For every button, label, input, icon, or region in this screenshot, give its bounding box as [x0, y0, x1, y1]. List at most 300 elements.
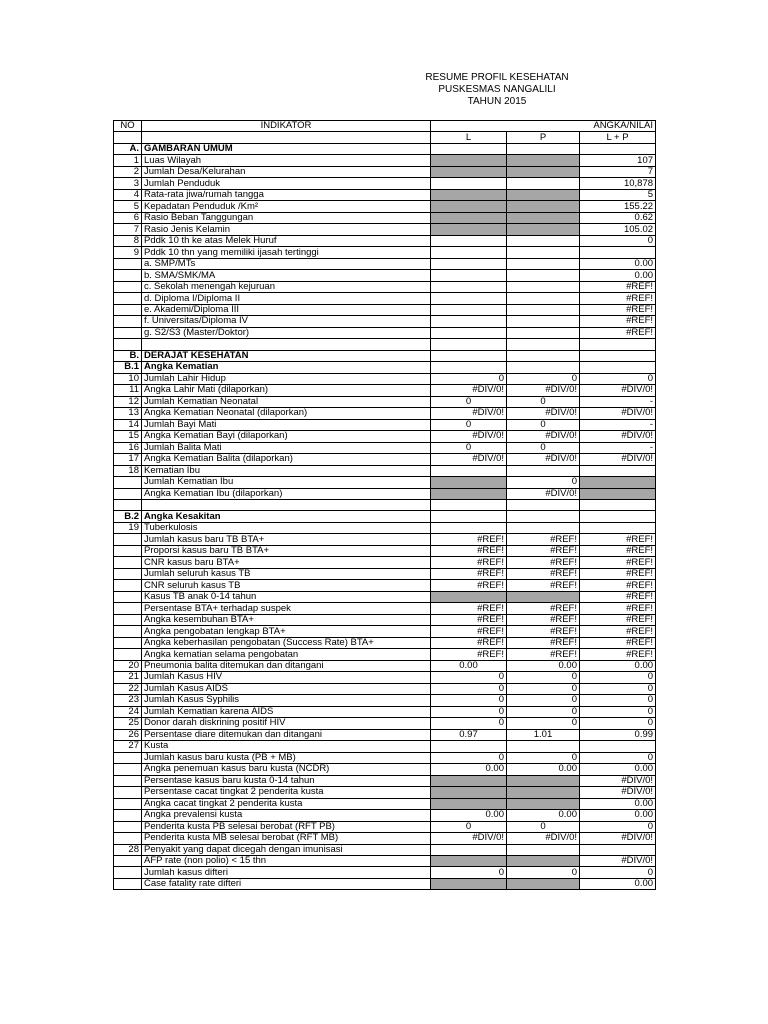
row-no [114, 477, 142, 488]
row-value-l: 0 [431, 683, 507, 694]
row-value-p: #REF! [507, 637, 580, 648]
row-value-p [507, 878, 580, 889]
row-no: 27 [114, 741, 142, 752]
row-value-p: 0 [507, 695, 580, 706]
row-value-lp: #REF! [580, 591, 656, 602]
table-row [114, 568, 656, 579]
row-indikator: d. Diploma I/Diploma II [142, 293, 431, 304]
row-value-lp: - [580, 396, 656, 407]
row-value-l [431, 477, 507, 488]
row-value-l: #REF! [431, 603, 507, 614]
row-value-lp: - [580, 419, 656, 430]
row-indikator: e. Akademi/Diploma III [142, 304, 431, 315]
row-value-l: #REF! [431, 649, 507, 660]
row-indikator: f. Universitas/Diploma IV [142, 316, 431, 327]
table-row [114, 477, 656, 488]
row-indikator: Donor darah diskrining positif HIV [142, 718, 431, 729]
row-value-lp: 0 [580, 235, 656, 246]
table-row [114, 580, 656, 591]
table-row [114, 270, 656, 281]
table-row [114, 442, 656, 453]
row-no: 6 [114, 212, 142, 223]
row-indikator: Proporsi kasus baru TB BTA+ [142, 545, 431, 556]
row-indikator: Rasio Jenis Kelamin [142, 224, 431, 235]
row-value-p [507, 247, 580, 258]
row-no: 3 [114, 178, 142, 189]
row-value-p: 0.00 [507, 764, 580, 775]
row-value-p [507, 258, 580, 269]
row-indikator: Jumlah Kematian Neonatal [142, 396, 431, 407]
table-row [114, 867, 656, 878]
row-no: 1 [114, 155, 142, 166]
row-indikator: Kepadatan Penduduk /Km² [142, 201, 431, 212]
row-indikator: CNR kasus baru BTA+ [142, 557, 431, 568]
table-row [114, 419, 656, 430]
table-row [114, 408, 656, 419]
row-value-lp: 0.00 [580, 798, 656, 809]
row-value-p: 0 [507, 683, 580, 694]
row-value-l: 0 [431, 695, 507, 706]
row-indikator: Penyakit yang dapat dicegah dengan imunisasi [142, 844, 431, 855]
row-value-p [507, 362, 580, 373]
row-no [114, 557, 142, 568]
row-value-lp: #DIV/0! [580, 787, 656, 798]
row-indikator: Rasio Beban Tanggungan [142, 212, 431, 223]
row-no [114, 270, 142, 281]
row-value-lp: 0.00 [580, 878, 656, 889]
table-row [114, 316, 656, 327]
row-value-l: 0.00 [431, 764, 507, 775]
table-row [114, 856, 656, 867]
row-value-p: #REF! [507, 580, 580, 591]
row-value-l: 0 [431, 752, 507, 763]
row-value-lp: 0.99 [580, 729, 656, 740]
table-row [114, 247, 656, 258]
table-row [114, 741, 656, 752]
row-value-lp [580, 844, 656, 855]
row-value-p [507, 155, 580, 166]
row-value-p [507, 281, 580, 292]
row-indikator [142, 499, 431, 510]
row-value-p: 0 [507, 821, 580, 832]
row-no [114, 603, 142, 614]
row-no: B.2 [114, 511, 142, 522]
profile-table [113, 120, 656, 890]
row-indikator: Angka cacat tingkat 2 penderita kusta [142, 798, 431, 809]
row-value-lp: 7 [580, 166, 656, 177]
row-no [114, 339, 142, 350]
row-value-lp: #DIV/0! [580, 856, 656, 867]
table-row [114, 224, 656, 235]
row-indikator: Pddk 10 th ke atas Melek Huruf [142, 235, 431, 246]
row-no: 28 [114, 844, 142, 855]
row-value-p [507, 316, 580, 327]
row-value-lp: 10,878 [580, 178, 656, 189]
row-value-lp: 0 [580, 683, 656, 694]
header-blank-ind [142, 132, 431, 143]
table-row [114, 752, 656, 763]
header-blank-no [114, 132, 142, 143]
table-row [114, 649, 656, 660]
row-value-p: 0 [507, 373, 580, 384]
row-value-l: #DIV/0! [431, 408, 507, 419]
row-no [114, 568, 142, 579]
row-value-l [431, 499, 507, 510]
row-value-l [431, 201, 507, 212]
row-indikator: Jumlah kasus baru TB BTA+ [142, 534, 431, 545]
row-value-l [431, 304, 507, 315]
row-indikator: Angka Kesakitan [142, 511, 431, 522]
row-no: 25 [114, 718, 142, 729]
header-no: NO [114, 121, 142, 132]
row-value-lp [580, 488, 656, 499]
row-indikator: Luas Wilayah [142, 155, 431, 166]
row-value-l: #REF! [431, 614, 507, 625]
row-no: 4 [114, 189, 142, 200]
table-row [114, 718, 656, 729]
row-value-lp [580, 143, 656, 154]
row-value-l [431, 178, 507, 189]
row-value-p: #DIV/0! [507, 431, 580, 442]
row-indikator: AFP rate (non polio) < 15 thn [142, 856, 431, 867]
row-indikator: Angka kesembuhan BTA+ [142, 614, 431, 625]
table-row [114, 201, 656, 212]
row-value-lp [580, 339, 656, 350]
row-no: 17 [114, 454, 142, 465]
row-value-lp: #REF! [580, 580, 656, 591]
row-value-p: 0 [507, 752, 580, 763]
row-value-p: #DIV/0! [507, 488, 580, 499]
row-value-p: #REF! [507, 603, 580, 614]
header-lp: L + P [580, 132, 656, 143]
row-value-l [431, 878, 507, 889]
row-value-p [507, 143, 580, 154]
row-value-l [431, 591, 507, 602]
row-value-lp [580, 741, 656, 752]
row-value-l: #REF! [431, 626, 507, 637]
row-indikator: Persentase BTA+ terhadap suspek [142, 603, 431, 614]
row-no [114, 327, 142, 338]
row-value-l [431, 350, 507, 361]
row-value-lp: 0 [580, 695, 656, 706]
row-value-p [507, 787, 580, 798]
table-row [114, 385, 656, 396]
row-value-p: 1.01 [507, 729, 580, 740]
row-no: 12 [114, 396, 142, 407]
row-value-p: #REF! [507, 545, 580, 556]
row-value-lp [580, 499, 656, 510]
header-row-2 [114, 132, 656, 143]
row-value-p [507, 224, 580, 235]
row-indikator: Pddk 10 thn yang memiliki ijasah tertinggi [142, 247, 431, 258]
row-value-lp: #DIV/0! [580, 385, 656, 396]
row-value-p [507, 511, 580, 522]
row-no: A. [114, 143, 142, 154]
row-value-lp [580, 362, 656, 373]
table-row [114, 155, 656, 166]
row-value-l [431, 235, 507, 246]
row-no: 20 [114, 660, 142, 671]
row-indikator: Jumlah Penduduk [142, 178, 431, 189]
table-row [114, 281, 656, 292]
row-value-l: 0.97 [431, 729, 507, 740]
row-value-l [431, 293, 507, 304]
row-value-lp: 0.00 [580, 270, 656, 281]
report-title-line1: RESUME PROFIL KESEHATAN [425, 72, 569, 83]
row-value-l [431, 511, 507, 522]
table-row [114, 775, 656, 786]
row-value-l: 0.00 [431, 660, 507, 671]
row-value-p: 0 [507, 718, 580, 729]
row-indikator: a. SMP/MTs [142, 258, 431, 269]
row-value-l: #REF! [431, 534, 507, 545]
row-value-l [431, 212, 507, 223]
row-value-l [431, 488, 507, 499]
row-value-lp: #DIV/0! [580, 775, 656, 786]
row-no: 5 [114, 201, 142, 212]
table-row [114, 626, 656, 637]
row-no: 2 [114, 166, 142, 177]
table-row [114, 637, 656, 648]
table-row [114, 143, 656, 154]
row-value-lp: 105.02 [580, 224, 656, 235]
table-row [114, 729, 656, 740]
table-row [114, 350, 656, 361]
row-value-p [507, 235, 580, 246]
row-no: B. [114, 350, 142, 361]
row-value-l: 0 [431, 396, 507, 407]
table-row [114, 810, 656, 821]
row-no: 7 [114, 224, 142, 235]
header-p: P [507, 132, 580, 143]
row-value-l: 0.00 [431, 810, 507, 821]
row-value-lp: #REF! [580, 304, 656, 315]
row-no: 26 [114, 729, 142, 740]
table-row [114, 396, 656, 407]
row-indikator: CNR seluruh kasus TB [142, 580, 431, 591]
row-value-p: #REF! [507, 557, 580, 568]
row-value-l [431, 327, 507, 338]
row-value-lp: 0 [580, 718, 656, 729]
row-no: 11 [114, 385, 142, 396]
row-value-l [431, 741, 507, 752]
row-no [114, 867, 142, 878]
row-indikator: Angka Kematian Balita (dilaporkan) [142, 454, 431, 465]
table-row [114, 798, 656, 809]
row-value-lp: 0 [580, 752, 656, 763]
row-value-lp: #REF! [580, 534, 656, 545]
row-value-p: #DIV/0! [507, 408, 580, 419]
row-value-p: #REF! [507, 626, 580, 637]
row-no [114, 591, 142, 602]
row-value-p [507, 499, 580, 510]
table-row [114, 878, 656, 889]
row-no [114, 316, 142, 327]
row-value-l: #REF! [431, 637, 507, 648]
row-value-l: #REF! [431, 568, 507, 579]
row-value-lp: #REF! [580, 637, 656, 648]
row-value-l [431, 270, 507, 281]
header-indikator: INDIKATOR [142, 121, 431, 132]
row-no: 18 [114, 465, 142, 476]
row-value-p: #REF! [507, 568, 580, 579]
row-indikator: Persentase cacat tingkat 2 penderita kusta [142, 787, 431, 798]
row-no [114, 821, 142, 832]
table-row [114, 293, 656, 304]
row-value-l [431, 522, 507, 533]
row-value-l: 0 [431, 821, 507, 832]
row-value-l [431, 155, 507, 166]
table-row [114, 499, 656, 510]
row-value-l [431, 339, 507, 350]
row-no [114, 764, 142, 775]
row-value-lp: 0.00 [580, 258, 656, 269]
table-row [114, 235, 656, 246]
row-value-l [431, 281, 507, 292]
row-indikator: Rata-rata jiwa/rumah tangga [142, 189, 431, 200]
row-value-p [507, 522, 580, 533]
row-value-lp: 0 [580, 706, 656, 717]
row-no [114, 878, 142, 889]
row-value-p: #REF! [507, 534, 580, 545]
row-no [114, 637, 142, 648]
row-value-p: 0 [507, 396, 580, 407]
row-indikator: Jumlah Desa/Kelurahan [142, 166, 431, 177]
row-value-l: #REF! [431, 545, 507, 556]
table-row [114, 764, 656, 775]
row-value-p [507, 350, 580, 361]
row-value-lp: 0.00 [580, 764, 656, 775]
row-value-p [507, 591, 580, 602]
row-value-lp: #DIV/0! [580, 833, 656, 844]
row-value-lp: 5 [580, 189, 656, 200]
row-indikator: DERAJAT KESEHATAN [142, 350, 431, 361]
row-no: 19 [114, 522, 142, 533]
row-value-lp: #REF! [580, 626, 656, 637]
row-value-p: 0 [507, 672, 580, 683]
header-row-1 [114, 121, 656, 132]
row-no [114, 545, 142, 556]
row-indikator: Angka Kematian [142, 362, 431, 373]
row-value-l [431, 316, 507, 327]
row-value-lp: #REF! [580, 327, 656, 338]
row-value-l [431, 189, 507, 200]
row-indikator: g. S2/S3 (Master/Doktor) [142, 327, 431, 338]
row-value-l: 0 [431, 442, 507, 453]
row-value-p [507, 293, 580, 304]
row-indikator: Jumlah seluruh kasus TB [142, 568, 431, 579]
row-value-p [507, 212, 580, 223]
row-value-l: #DIV/0! [431, 454, 507, 465]
row-value-l: 0 [431, 867, 507, 878]
row-value-lp: 0.00 [580, 660, 656, 671]
row-no [114, 534, 142, 545]
row-value-l [431, 844, 507, 855]
row-value-p [507, 775, 580, 786]
table-row [114, 614, 656, 625]
row-no [114, 649, 142, 660]
row-indikator: Angka keberhasilan pengobatan (Success Rate) BTA+ [142, 637, 431, 648]
row-value-p [507, 166, 580, 177]
row-no [114, 787, 142, 798]
row-no [114, 281, 142, 292]
row-indikator: Persentase kasus baru kusta 0-14 tahun [142, 775, 431, 786]
row-value-lp [580, 350, 656, 361]
row-value-p: 0 [507, 442, 580, 453]
table-row [114, 522, 656, 533]
row-indikator: Jumlah kasus difteri [142, 867, 431, 878]
row-no [114, 258, 142, 269]
row-value-p [507, 327, 580, 338]
row-no [114, 626, 142, 637]
row-no: 23 [114, 695, 142, 706]
row-value-p [507, 304, 580, 315]
table-row [114, 683, 656, 694]
row-indikator: Angka kematian selama pengobatan [142, 649, 431, 660]
row-value-lp: #REF! [580, 568, 656, 579]
row-no: 16 [114, 442, 142, 453]
row-value-lp: - [580, 442, 656, 453]
row-value-lp: #REF! [580, 293, 656, 304]
row-no: 9 [114, 247, 142, 258]
row-value-l [431, 224, 507, 235]
row-no: 22 [114, 683, 142, 694]
row-value-l: #DIV/0! [431, 431, 507, 442]
row-value-l: 0 [431, 373, 507, 384]
row-value-lp: 0 [580, 672, 656, 683]
row-no [114, 775, 142, 786]
row-value-p [507, 741, 580, 752]
row-no [114, 293, 142, 304]
row-no: 21 [114, 672, 142, 683]
row-indikator: Jumlah Kasus AIDS [142, 683, 431, 694]
table-row [114, 258, 656, 269]
row-value-l: #REF! [431, 557, 507, 568]
row-value-l [431, 775, 507, 786]
row-indikator: Penderita kusta PB selesai berobat (RFT PB) [142, 821, 431, 832]
table-row [114, 166, 656, 177]
table-row [114, 844, 656, 855]
row-indikator: c. Sekolah menengah kejuruan [142, 281, 431, 292]
row-value-p [507, 798, 580, 809]
row-indikator: b. SMA/SMK/MA [142, 270, 431, 281]
row-indikator: Jumlah Kematian Ibu [142, 477, 431, 488]
row-value-l [431, 362, 507, 373]
row-value-lp: 107 [580, 155, 656, 166]
row-no [114, 810, 142, 821]
row-value-l [431, 787, 507, 798]
table-row [114, 534, 656, 545]
row-value-p: #DIV/0! [507, 833, 580, 844]
row-indikator: Angka penemuan kasus baru kusta (NCDR) [142, 764, 431, 775]
table-row [114, 327, 656, 338]
row-value-p: 0 [507, 419, 580, 430]
table-row [114, 833, 656, 844]
table-row [114, 545, 656, 556]
table-row [114, 706, 656, 717]
row-indikator: Tuberkulosis [142, 522, 431, 533]
table-row [114, 304, 656, 315]
row-value-lp [580, 511, 656, 522]
row-indikator: Angka Kematian Neonatal (dilaporkan) [142, 408, 431, 419]
row-no [114, 580, 142, 591]
table-row [114, 488, 656, 499]
row-indikator: Jumlah Kasus Syphilis [142, 695, 431, 706]
row-value-l: 0 [431, 672, 507, 683]
row-no: 24 [114, 706, 142, 717]
row-value-p: #DIV/0! [507, 454, 580, 465]
row-value-lp: 0.00 [580, 810, 656, 821]
